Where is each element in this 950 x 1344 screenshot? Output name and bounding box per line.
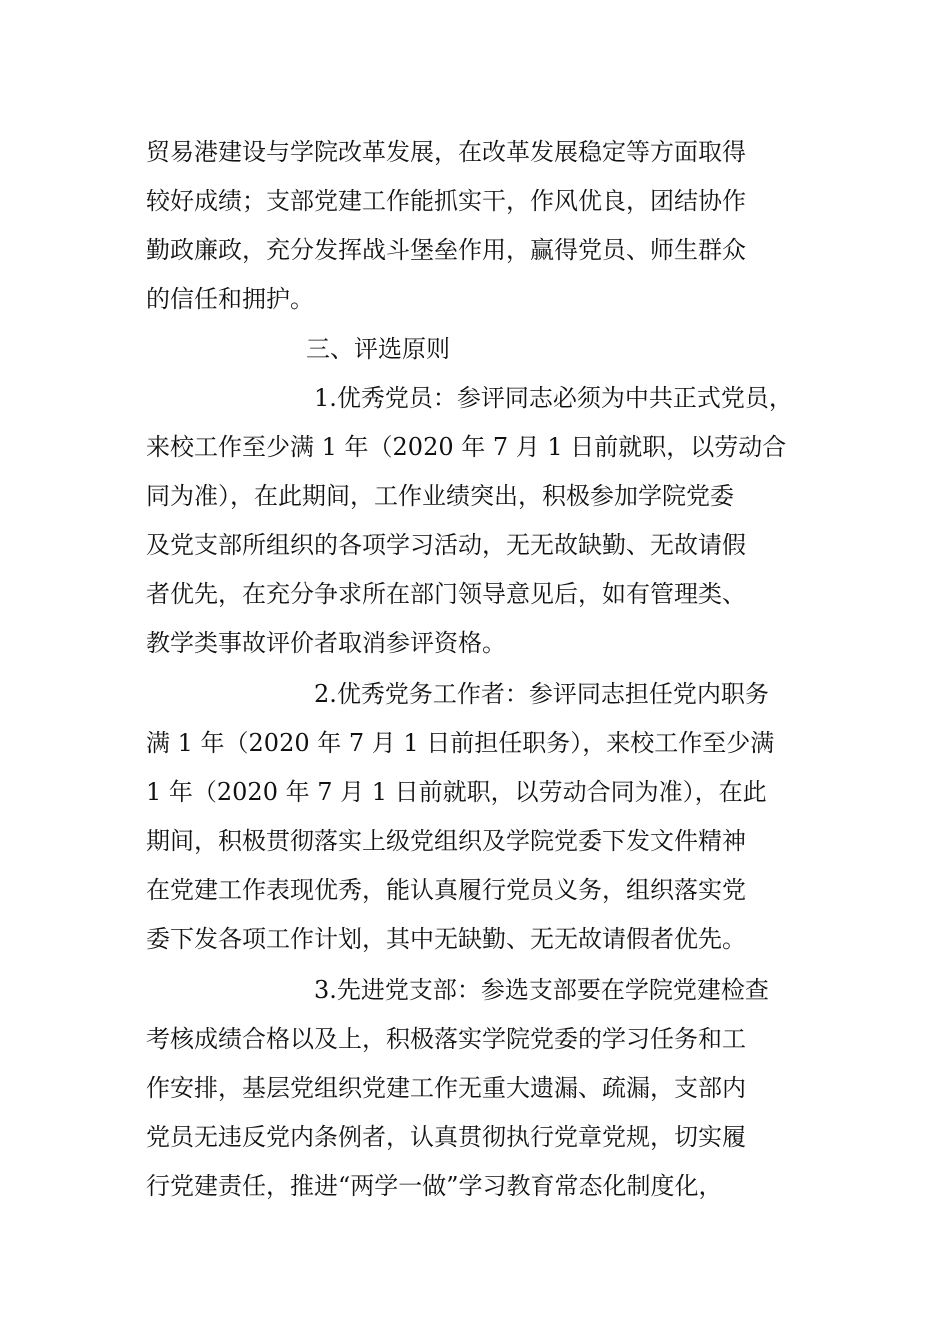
text-line: 作安排，基层党组织党建工作无重大遗漏、疏漏，支部内 xyxy=(146,1074,746,1102)
text-line: 同为准），在此期间，工作业绩突出，积极参加学院党委 xyxy=(146,482,734,510)
item-heading-line: 2.优秀党务工作者：参评同志担任党内职务 xyxy=(314,680,769,708)
text-line: 贸易港建设与学院改革发展，在改革发展稳定等方面取得 xyxy=(146,138,746,166)
text-line: 者优先，在充分争求所在部门领导意见后，如有管理类、 xyxy=(146,580,746,608)
text-line: 较好成绩；支部党建工作能抓实干，作风优良，团结协作 xyxy=(146,187,746,215)
text-line: 教学类事故评价者取消参评资格。 xyxy=(146,629,506,657)
text-line: 考核成绩合格以及上，积极落实学院党委的学习任务和工 xyxy=(146,1025,746,1053)
text-line: 行党建责任，推进“两学一做”学习教育常态化制度化， xyxy=(146,1172,723,1200)
section-heading: 三、评选原则 xyxy=(306,335,450,363)
item-heading-line: 1.优秀党员：参评同志必须为中共正式党员， xyxy=(314,384,793,412)
text-line: 党员无违反党内条例者，认真贯彻执行党章党规，切实履 xyxy=(146,1123,746,1151)
text-line: 来校工作至少满 1 年（2020 年 7 月 1 日前就职，以劳动合 xyxy=(146,433,787,461)
text-line: 委下发各项工作计划，其中无缺勤、无无故请假者优先。 xyxy=(146,925,746,953)
text-line: 的信任和拥护。 xyxy=(146,285,314,313)
text-line: 在党建工作表现优秀，能认真履行党员义务，组织落实党 xyxy=(146,876,746,904)
text-line: 期间，积极贯彻落实上级党组织及学院党委下发文件精神 xyxy=(146,827,746,855)
text-line: 满 1 年（2020 年 7 月 1 日前担任职务），来校工作至少满 xyxy=(146,729,775,757)
item-heading-line: 3.先进党支部：参选支部要在学院党建检查 xyxy=(314,976,769,1004)
text-line: 勤政廉政，充分发挥战斗堡垒作用，赢得党员、师生群众 xyxy=(146,236,746,264)
text-line: 1 年（2020 年 7 月 1 日前就职，以劳动合同为准），在此 xyxy=(146,778,767,806)
text-line: 及党支部所组织的各项学习活动，无无故缺勤、无故请假 xyxy=(146,531,746,559)
